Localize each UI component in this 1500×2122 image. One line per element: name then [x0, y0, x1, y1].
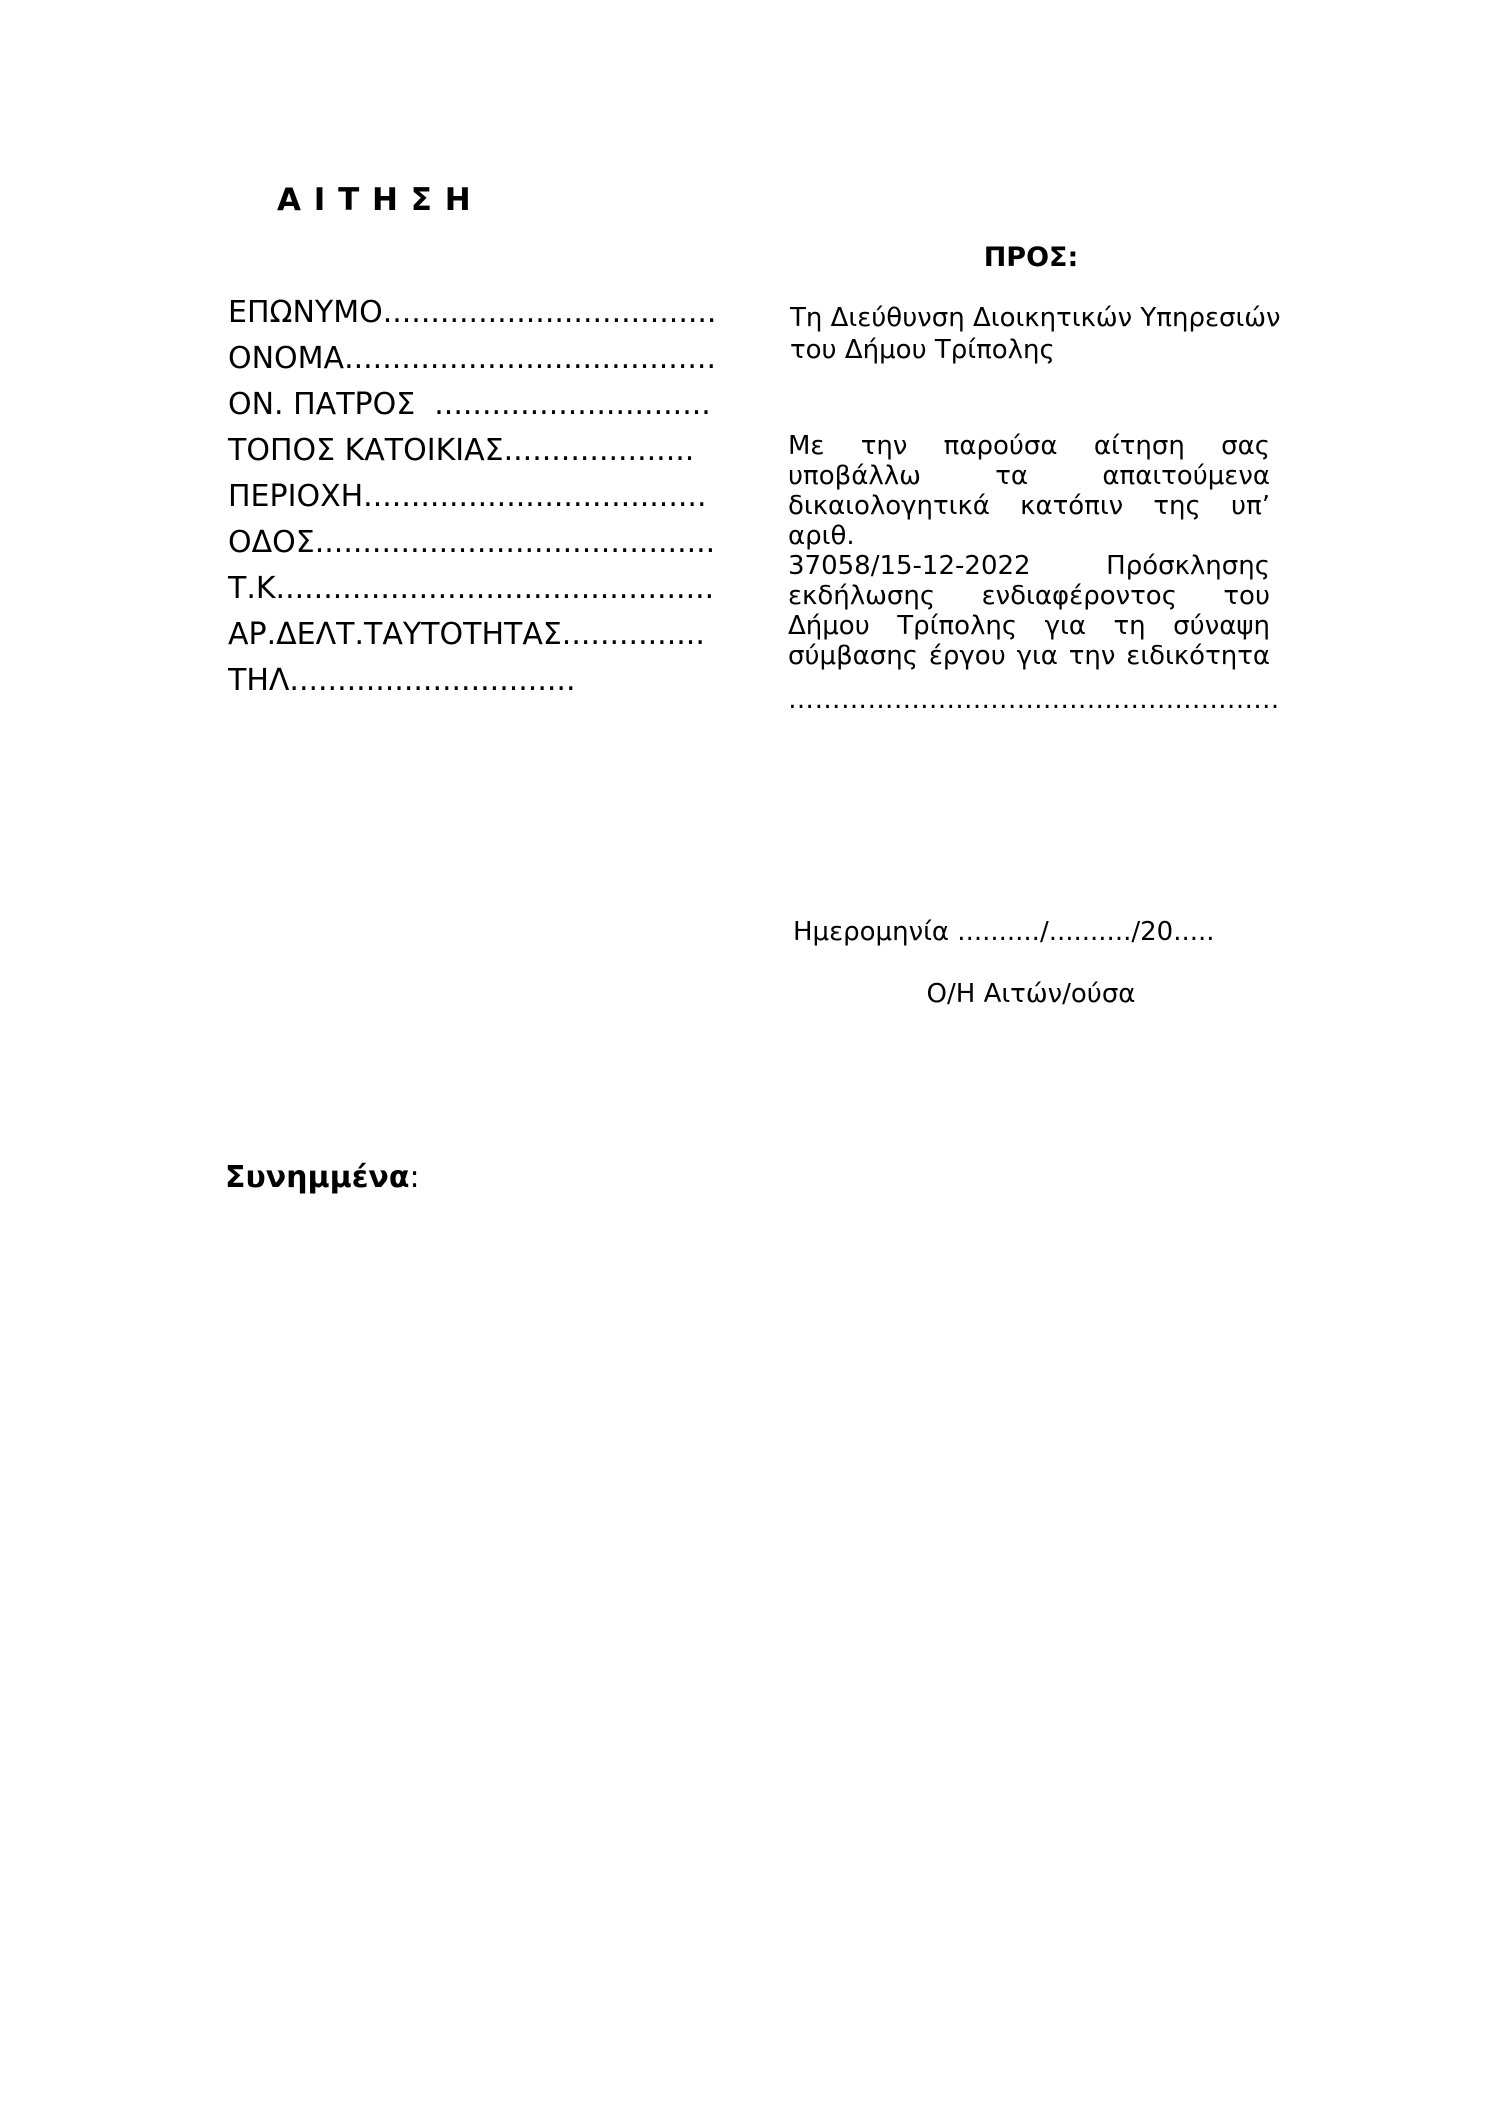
- field-place-of-residence: ΤΟΠΟΣ ΚΑΤΟΙΚΙΑΣ....................: [228, 433, 695, 468]
- recipient-line: του Δήμου Τρίπολης: [790, 335, 1055, 365]
- attachments-colon: :: [409, 1160, 420, 1195]
- request-body-line: Δήμου Τρίπολης για τη σύναψη: [788, 611, 1270, 641]
- attachments-heading: [225, 1160, 420, 1196]
- applicant-fields-section: [228, 290, 733, 704]
- field-id-card-number: ΑΡ.ΔΕΛΤ.ΤΑΥΤΟΤΗΤΑΣ...............: [228, 617, 705, 652]
- field-street: ΟΔΟΣ..........................................: [228, 525, 716, 560]
- document-title: Α Ι Τ Η Σ Η: [277, 182, 472, 218]
- request-body-line: 37058/15-12-2022 Πρόσκλησης: [788, 551, 1270, 581]
- request-body-line: Με την παρούσα αίτηση σας: [788, 431, 1270, 461]
- field-phone: ΤΗΛ..............................: [228, 663, 576, 698]
- specialty-fill-in-line: …………............................................: [788, 685, 1280, 715]
- request-body: [788, 431, 1280, 715]
- recipient-heading: ΠΡΟΣ:: [983, 242, 1079, 273]
- field-father-name: ΟΝ. ΠΑΤΡΟΣ .............................: [228, 387, 711, 422]
- field-postal-code: Τ.Κ..............................................: [228, 571, 715, 606]
- date-fill-in-line: Ημερομηνία ........../........../20.....: [793, 917, 1215, 947]
- request-body-line: δικαιολογητικά κατόπιν της υπ’ αριθ.: [788, 491, 1270, 551]
- recipient-address: [790, 302, 1281, 366]
- request-body-line: εκδήλωσης ενδιαφέροντος του: [788, 581, 1270, 611]
- field-first-name: ΟΝΟΜΑ.......................................: [228, 341, 716, 376]
- recipient-line: Τη Διεύθυνση Διοικητικών Υπηρεσιών: [790, 303, 1281, 333]
- attachments-label: Συνημμένα: [225, 1160, 410, 1195]
- field-area: ΠΕΡΙΟΧΗ....................................: [228, 479, 707, 514]
- request-body-line: σύμβασης έργου για την ειδικότητα: [788, 641, 1270, 671]
- request-body-line: υποβάλλω τα απαιτούμενα: [788, 461, 1270, 491]
- field-surname: ΕΠΩΝΥΜΟ...................................: [228, 295, 717, 330]
- signature-caption: Ο/Η Αιτών/ούσα: [926, 979, 1136, 1009]
